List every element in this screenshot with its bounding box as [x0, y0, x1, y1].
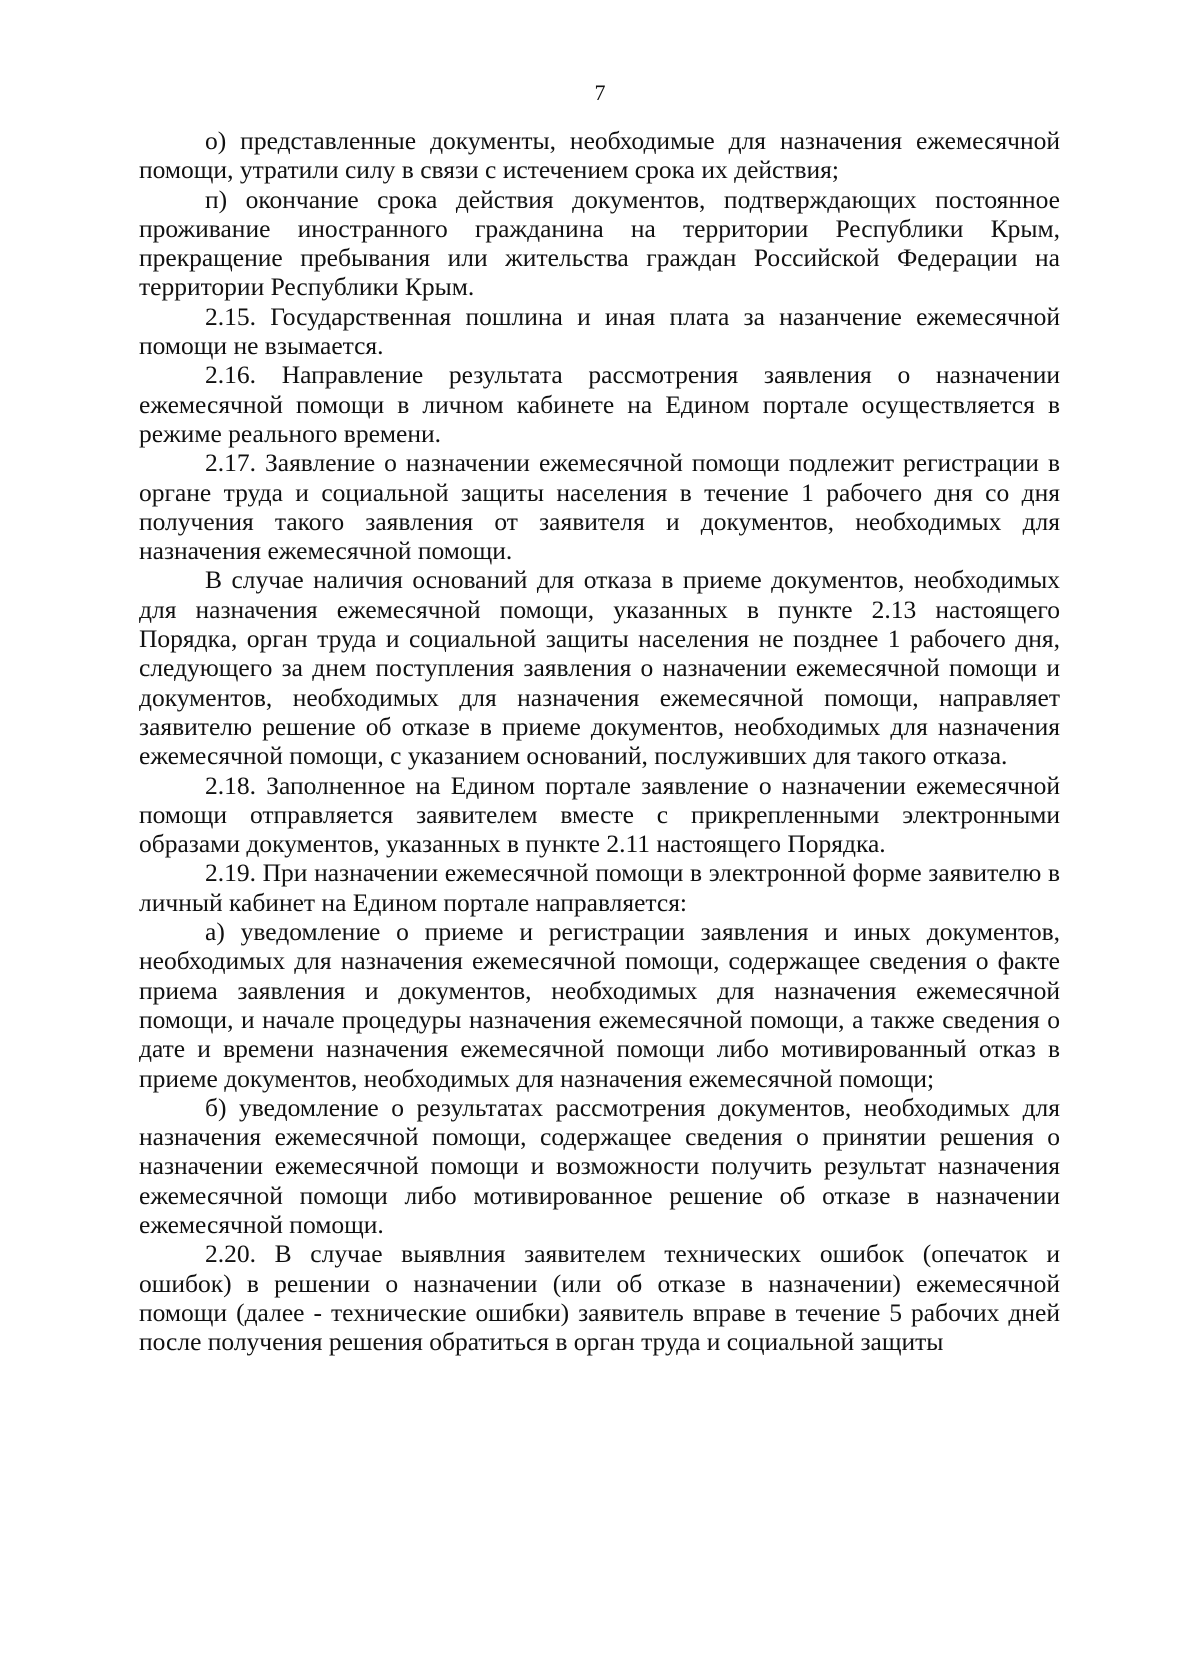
document-body	[139, 126, 1060, 1356]
paragraph-item-a: а) уведомление о приеме и регистрации заявления и иных документов, необходимых для назначения ежемесячной помощи, содержащее сведения о факте приема заявления и документов, необходимых для назначения ежемесячной помощи, и начале процедуры назначения ежемесячной помощи, а также сведения о дате и времени назначения ежемесячной помощи либо мотивированный отказ в приеме документов, необходимых для назначения ежемесячной помощи;	[139, 917, 1060, 1093]
paragraph-refusal-case: В случае наличия оснований для отказа в приеме документов, необходимых для назначения ежемесячной помощи, указанных в пункте 2.13 настоящего Порядка, орган труда и социальной защиты населения не позднее 1 рабочего дня, следующего за днем поступления заявления о назначении ежемесячной помощи и документов, необходимых для назначения ежемесячной помощи, направляет заявителю решение об отказе в приеме документов, необходимых для назначения ежемесячной помощи, с указанием оснований, послуживших для такого отказа.	[139, 565, 1060, 771]
paragraph-2-18: 2.18. Заполненное на Едином портале заявление о назначении ежемесячной помощи отправляется заявителем вместе с прикрепленными электронными образами документов, указанных в пункте 2.11 настоящего Порядка.	[139, 770, 1060, 859]
paragraph-2-19: 2.19. При назначении ежемесячной помощи в электронной форме заявителю в личный кабинет на Едином портале направляется:	[139, 858, 1060, 917]
paragraph-2-16: 2.16. Направление результата рассмотрения заявления о назначении ежемесячной помощи в личном кабинете на Едином портале осуществляется в режиме реального времени.	[139, 360, 1060, 448]
paragraph-item-p: п) окончание срока действия документов, подтверждающих постоянное проживание иностранного гражданина на территории Республики Крым, прекращение пребывания или жительства граждан Российской Федерации на территории Республики Крым.	[139, 184, 1060, 302]
page-number: 7	[594, 80, 606, 105]
paragraph-2-20: 2.20. В случае выявлния заявителем технических ошибок (опечаток и ошибок) в решении о назначении (или об отказе в назначении) ежемесячной помощи (далее - технические ошибки) заявитель вправе в течение 5 рабочих дней после получения решения обратиться в орган труда и социальной защиты	[139, 1239, 1060, 1357]
paragraph-2-15: 2.15. Государственная пошлина и иная плата за назанчение ежемесячной помощи не взымается.	[139, 301, 1060, 361]
paragraph-item-b: б) уведомление о результатах рассмотрения документов, необходимых для назначения ежемесячной помощи, содержащее сведения о принятии решения о назначении ежемесячной помощи и возможности получить результат назначения ежемесячной помощи либо мотивированное решение об отказе в назначении ежемесячной помощи.	[139, 1092, 1060, 1239]
paragraph-item-o: о) представленные документы, необходимые для назначения ежемесячной помощи, утратили силу в связи с истечением срока их действия;	[139, 126, 1060, 185]
paragraph-2-17: 2.17. Заявление о назначении ежемесячной помощи подлежит регистрации в органе труда и социальной защиты населения в течение 1 рабочего дня со дня получения такого заявления от заявителя и документов, необходимых для назначения ежемесячной помощи.	[139, 448, 1060, 566]
